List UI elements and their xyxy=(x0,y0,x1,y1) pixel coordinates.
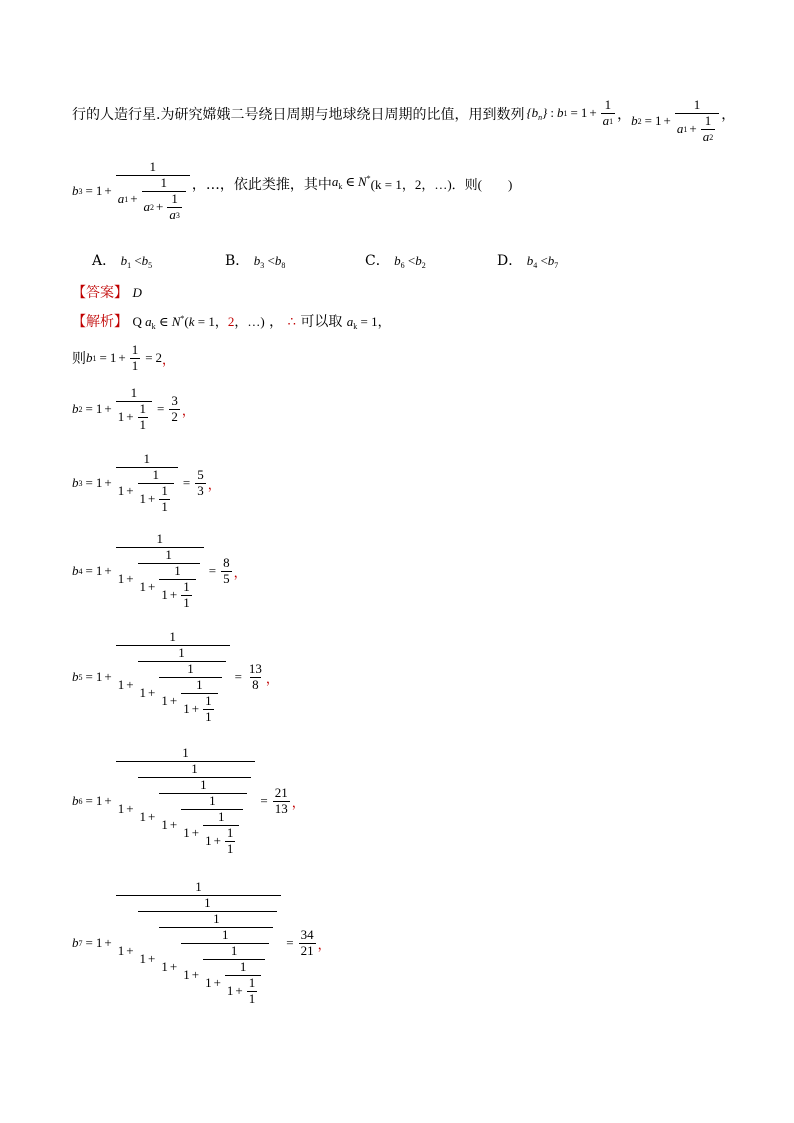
result-b6: b 6 = 1 + 1 1 + 1 1 + 1 1 + 1 1 + 1 1 + $\frac{1}{1}$ = $\frac{21}{13}$ ， xyxy=(72,745,305,856)
analysis-tag: 【解析】 xyxy=(72,314,128,330)
sequence-b1-def: $\{b_n\}$ : b 1 = 1 + 1 a 1 xyxy=(526,97,614,128)
answer-tag: 【答案】 xyxy=(72,285,128,301)
result-b5: b 5 = 1 + 1 1 + 1 1 + 1 1 + 1 1 + $\frac{1}{1}$ = $\frac{13}{8}$ ， xyxy=(72,629,279,724)
sequence-b3-def: b 3 = 1 + 1 a 1 + 1 a 2 + 1 a 3 xyxy=(72,160,192,223)
problem-intro: 行的人造行星.为研究嫦娥二号绕日周期与地球绕日周期的比值，用到数列 xyxy=(72,107,525,123)
result-b2: b 2 = 1 + 1 1 + $\frac{1}{1}$ = $\frac{3}{2}$ ， xyxy=(72,385,195,432)
fraction: 1 a 1 + 1 a 2 xyxy=(675,98,719,145)
result-b4: b 4 = 1 + 1 1 + 1 1 + 1 1 + $\frac{1}{1}$ = $\frac{8}{5}$ ， xyxy=(72,531,247,610)
problem-line-2: b 3 = 1 + 1 a 1 + 1 a 2 + 1 a 3 ，…， 依此类推，其中 $a_k$ ∈ N* (k = 1，2，…)．则( ) xyxy=(72,159,513,222)
fraction: 1 a 1 + 1 a 2 + 1 a 3 xyxy=(116,160,190,223)
option-b[interactable]: B． $b_3 <b_8$ xyxy=(225,253,286,270)
problem-line-1: 行的人造行星.为研究嫦娥二号绕日周期与地球绕日周期的比值，用到数列 $\{b_n\}$ : b 1 = 1 + 1 a 1 ， b 2 = 1 + 1 a 1 + 1 a 2 ， xyxy=(72,97,736,144)
result-b1: 则 b 1 = 1 + $\frac{1}{1}$ = 2 ， xyxy=(72,342,176,373)
result-b7: b 7 = 1 + 1 1 + 1 1 + 1 1 + 1 1 + 1 1 + 1 1 + $\frac{1}{1}$ = $\frac{34}{21}$ ， xyxy=(72,879,331,1006)
result-b3: b 3 = 1 + 1 1 + 1 1 + $\frac{1}{1}$ = $\frac{5}{3}$ ， xyxy=(72,451,221,514)
analysis-line: 【解析】 Q $a_k$ ∈ N*(k = 1，2，…) ， ∴ 可以取 $a_k = 1$， xyxy=(72,314,391,331)
option-d[interactable]: D． $b_4 <b_7$ xyxy=(497,253,559,270)
answer-line xyxy=(72,282,142,302)
fraction: 1 a 1 xyxy=(602,97,614,128)
sequence-b2-def: b 2 = 1 + 1 a 1 + 1 a 2 xyxy=(631,98,721,145)
option-a[interactable]: A． $b_1 <b_5$ xyxy=(92,253,153,270)
answer-value: D xyxy=(132,285,142,300)
option-c[interactable]: C． $b_6 <b_2$ xyxy=(365,253,426,270)
